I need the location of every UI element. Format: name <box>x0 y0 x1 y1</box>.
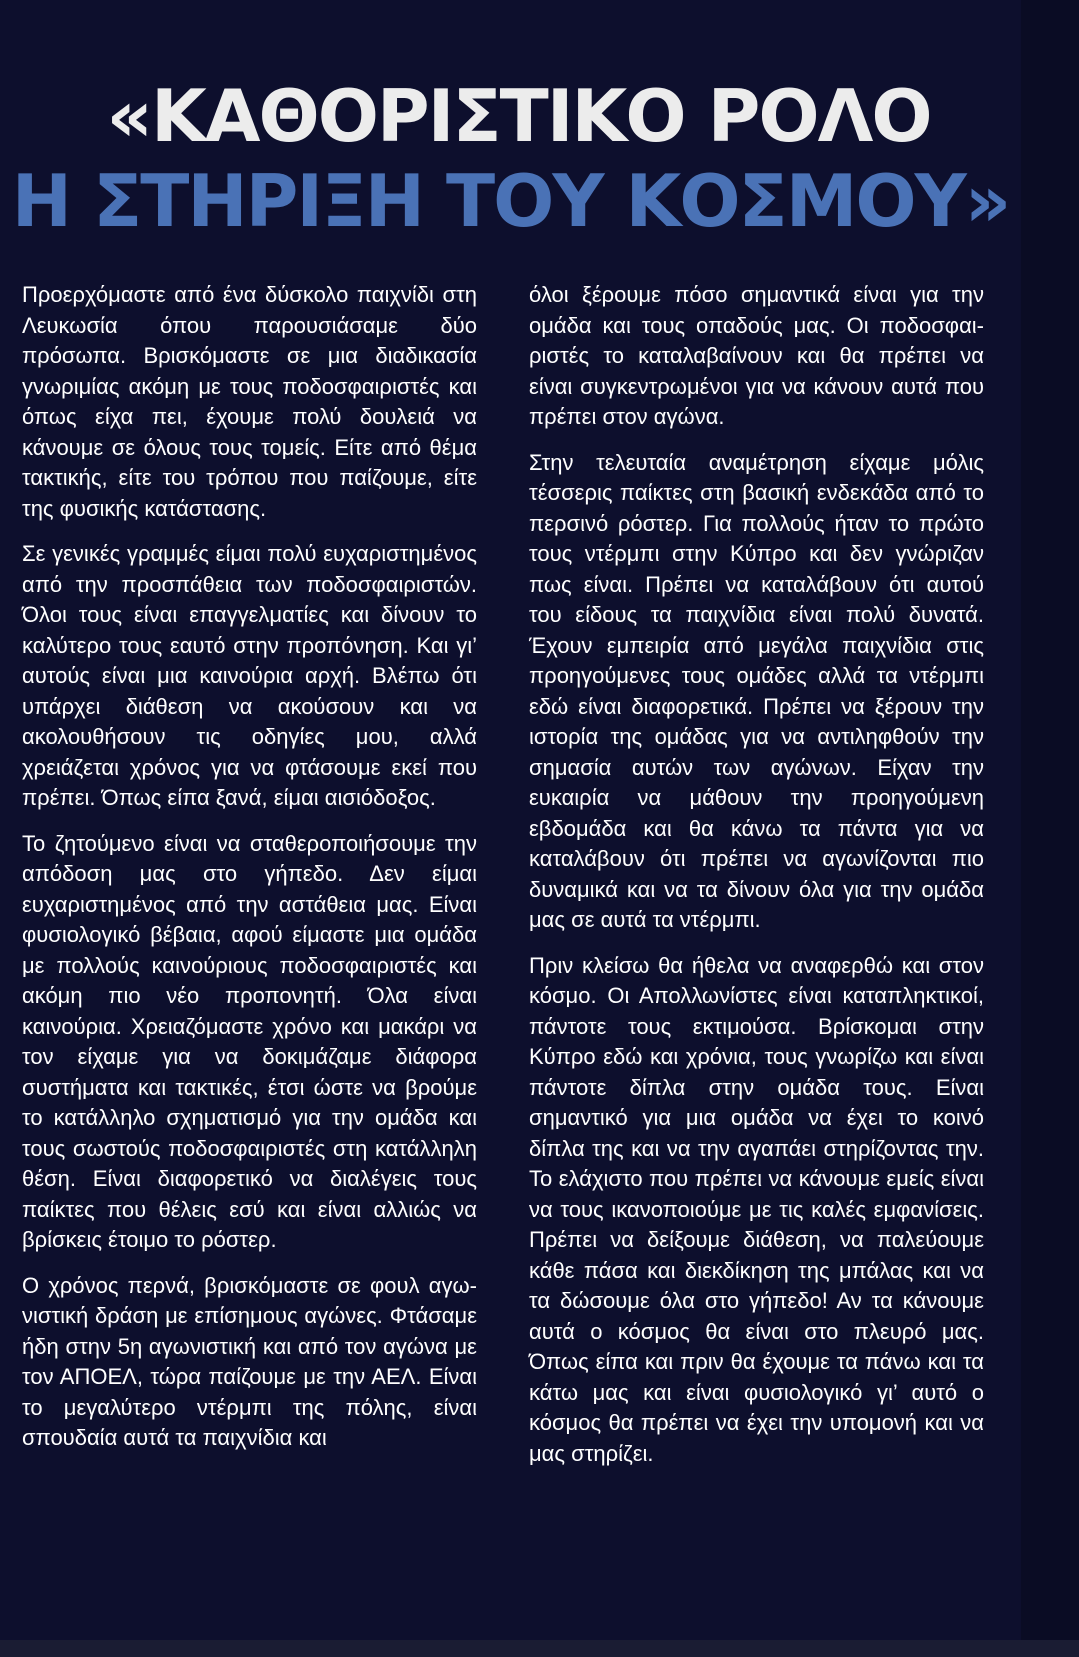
page-bottom-strip <box>0 1640 1079 1657</box>
paragraph: όλοι ξέρουμε πόσο σημαντικά είναι για την ομάδα και τους οπαδούς μας. Οι ποδοσφαιριστές το καταλαβαίνουν και θα πρέπει να είναι συγκεντρωμένοι για να κάνουν αυτά που πρέπει στον αγώνα. <box>529 282 984 429</box>
page-edge <box>1021 0 1079 1657</box>
paragraph: Πριν κλείσω θα ήθελα να αναφερθώ και στον κόσμο. Οι Απολλωνίστες είναι καταπληκτικοί, πάντοτε τους εκτιμούσα. Βρίσκομαι στην Κύπρο εδώ και χρόνια, τους γνωρίζω και είναι πάντοτε δίπλα στην ομάδα τους. Είναι σημαντικό για μια ομάδα να έχει το κοινό δίπλα της και να την αγαπάει στηρίζοντας την. Το ελάχιστο που πρέπει να κάνουμε εμείς είναι να τους ικανοποιούμε με τις καλές εμφανίσεις. Πρέπει να δείξουμε διάθεση, να παλεύουμε κάθε πάσα και διεκδίκηση της μπάλας και να τα δώσουμε όλα στο γήπεδο! Αν τα κάνουμε αυτά ο κόσμος θα είναι στο πλευρό μας. Όπως είπα και πριν θα έχουμε τα πάνω και τα κάτω μας και είναι φυσιολογικό γι’ αυτό ο κόσμος θα πρέπει να έχει την υπομονή και να μας στηρίζει. <box>529 952 984 1466</box>
paragraph: Στην τελευταία αναμέτρηση είχαμε μόλις τέσσερις παίκτες στη βασική ενδεκάδα από το περσινό ρόστερ. Για πολλούς ήταν το πρώτο τους ντέρμπι στην Κύπρο και δεν γνώριζαν πως είναι. Πρέπει να καταλάβουν ότι αυτού του είδους τα παιχνίδια είναι πολύ δυνατά. Έχουν εμπειρία από μεγάλα παιχνίδια στις προηγούμενες τους ομάδες αλλά τα ντέρμπι εδώ είναι διαφορετικά. Πρέπει να ξέρουν την ιστορία της ομάδας για να αντιληφθούν την σημασία αυτών των αγώνων. Είχαν την ευκαιρία να μάθουν την προηγούμενη εβδομάδα και θα κάνω τα πάντα για να καταλάβουν ότι πρέπει να αγωνίζονται πιο δυναμικά και να τα δίνουν όλα για την ομάδα μας σε αυτά τα ντέρμπι. <box>529 449 984 932</box>
article-left-column <box>22 280 477 1469</box>
headline-line-1: «ΚΑΘΟΡΙΣΤΙΚΟ ΡΟΛΟ <box>106 74 931 158</box>
paragraph: Το ζητούμενο είναι να σταθεροποιήσουμε την απόδοση μας στο γήπεδο. Δεν είμαι ευχαριστημένος από την αστάθεια μας. Είναι φυσιολογικό βέβαια, αφού είμαστε μια ομάδα με πολλούς καινούριους ποδοσφαιριστές και ακόμη πιο νέο προπονητή. Όλα είναι καινούρια. Χρειαζόμαστε χρόνο και μακάρι να τον είχαμε για να δοκιμάζαμε διάφορα συστήματα και τακτικές, έτσι ώστε να βρούμε το κατάλληλο σχηματισμό για την ομάδα και τους σωστούς ποδοσφαιριστές στη κατάλληλη θέση. Είναι διαφορετικό να διαλέγεις τους παίκτες που θέλεις εσύ και είναι αλλιώς να βρίσκεις έτοιμο το ρόστερ. <box>22 830 477 1252</box>
headline-line-2: Η ΣΤΗΡΙΞΗ ΤΟΥ ΚΟΣΜΟΥ» <box>11 159 1010 243</box>
paragraph: Ο χρόνος περνά, βρισκόμαστε σε φουλ αγωνιστική δράση με επίσημους αγώνες. Φτάσαμε ήδη στην 5η αγωνιστική και από τον αγώνα με τον ΑΠΟΕΛ, τώρα παίζουμε με την ΑΕΛ. Είναι το μεγαλύτερο ντέρμπι της πόλης, είναι σπουδαία αυτά τα παιχνίδια και <box>22 1272 477 1450</box>
paragraph: Σε γενικές γραμμές είμαι πολύ ευχαριστημένος από την προσπάθεια των ποδοσφαιριστών. Όλοι τους είναι επαγγελματίες και δίνουν το καλύτερο τους εαυτό στην προπόνηση. Και γι’ αυτούς είναι μια καινούρια αρχή. Βλέπω ότι υπάρχει διάθεση να ακούσουν και να ακολουθήσουν τις οδηγίες μου, αλλά χρειάζεται χρόνος για να φτάσουμε εκεί που πρέπει. Όπως είπα ξανά, είμαι αισιόδοξος. <box>22 541 477 810</box>
article-right-column <box>529 280 984 1484</box>
paragraph: Προερχόμαστε από ένα δύσκολο παιχνίδι στη Λευκωσία όπου παρουσιάσαμε δύο πρόσωπα. Βρισκόμαστε σε μια διαδικασία γνωριμίας ακόμη με τους ποδοσφαιριστές και όπως είχα πει, έχουμε πολύ δουλειά να κάνουμε σε όλους τους τομείς. Είτε από θέμα τακτικής, είτε του τρόπου που παίζουμε, είτε της φυσικής κατάστασης. <box>22 282 477 521</box>
